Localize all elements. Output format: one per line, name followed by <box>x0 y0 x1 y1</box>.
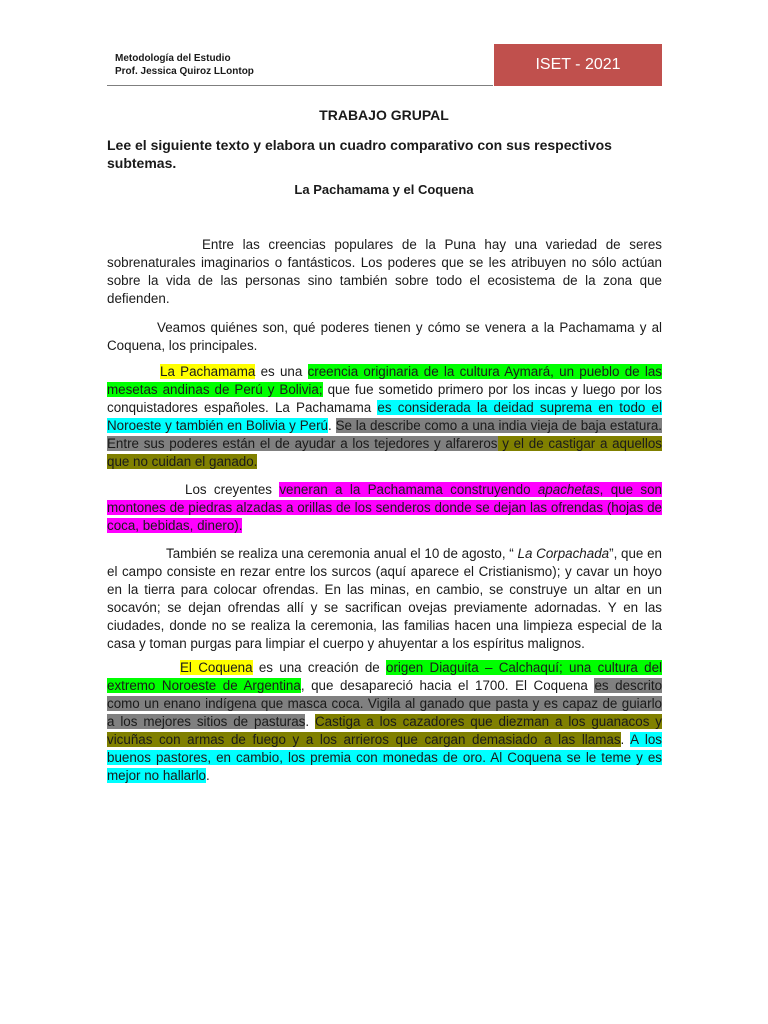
highlight-span: , que son montones de piedras alzadas a orillas de los senderos donde se dejan las ofrendas (hojas de coca, bebidas, dinero). <box>107 482 662 533</box>
highlight-span: origen Diaguita – Calchaquí; una cultura del extremo Noroeste de Argentina <box>107 660 662 693</box>
highlight-span: Se la describe como a una india vieja de baja estatura. Entre sus poderes están el de ayudar a los tejedores y alfareros <box>107 418 662 451</box>
text-span: es una creación de <box>252 660 387 675</box>
text-span: es una <box>255 364 308 379</box>
highlight-span: A los buenos pastores, en cambio, los premia con monedas de oro. Al Coquena se le teme y es mejor no hallarlo <box>107 732 663 783</box>
paragraph-intro: Entre las creencias populares de la Puna hay una variedad de seres sobrenaturales imaginarios o fantásticos. Los poderes que se les atribuyen no sólo actúan sobre la vida de las personas sino también sobre todo el ecosistema de la zona que defienden. <box>107 237 662 306</box>
text-span: Los creyentes <box>185 482 280 497</box>
text-span: . <box>305 714 315 729</box>
highlight-span: y el de castigar a aquellos que no cuidan el ganado. <box>107 436 662 469</box>
text-span: que fue sometido primero por los incas y luego por los conquistadores españoles. La Pachamama <box>107 382 662 415</box>
highlight-span: El Coquena <box>180 660 253 675</box>
paragraph-pachamama <box>107 363 662 471</box>
text-span: . <box>328 418 336 433</box>
paragraph-ceremony <box>107 545 662 653</box>
text-span: . <box>206 768 210 783</box>
highlight-span: veneran a la Pachamama construyendo <box>279 482 538 497</box>
paragraph-coquena <box>107 659 662 785</box>
highlight-span: Castiga a los cazadores que diezman a los guanacos y vicuñas con armas de fuego y a los arrieros que cargan demasiado a las llamas <box>107 714 662 747</box>
text-span: . <box>620 732 631 747</box>
highlight-span: es descrito como un enano indígena que masca coca. Vigila al ganado que pasta y es capaz de guiarlo a los mejores sitios de pasturas <box>107 678 663 729</box>
text-title: La Pachamama y el Coquena <box>294 182 474 197</box>
highlight-span: es considerada la deidad suprema en todo el Noroeste y también en Bolivia y Perú <box>107 400 662 433</box>
highlight-span: La Pachamama <box>160 364 256 379</box>
instruction-text: Lee el siguiente texto y elabora un cuadro comparativo con sus respectivos subtemas. <box>107 137 612 171</box>
text-span: También se realiza una ceremonia anual el 10 de agosto, “ <box>166 546 518 561</box>
text-span: ”, que en el campo consiste en rezar entre los surcos (aquí aparece el Cristianismo); y cavar un hoyo en la tierra para colocar ofrendas. En las minas, en cambio, se construye un altar en un socavón; se dejan ofrendas allí y se sacrifican ovejas previamente adornadas. Y en las ciudades, donde no se realiza la ceremonia, las familias hacen una limpieza especial de la casa y toman purgas para limpiar el cuerpo y ahuyentar a los espíritus malignos. <box>107 546 662 651</box>
header-divider <box>107 85 493 86</box>
document-header <box>115 52 254 78</box>
highlight-span: creencia originaria de la cultura Aymará, un pueblo de las mesetas andinas de Perú y Bolivia; <box>107 364 662 397</box>
institution-badge: ISET - 2021 <box>494 44 662 86</box>
paragraph-worship <box>107 481 662 535</box>
text-span: , que desapareció hacia el 1700. El Coquena <box>300 678 595 693</box>
course-name: Metodología del Estudio <box>115 53 231 64</box>
italic-span: La Corpachada <box>517 546 610 561</box>
highlight-span: apachetas <box>537 482 600 497</box>
teacher-name: Prof. Jessica Quiroz LLontop <box>115 66 254 77</box>
paragraph-overview: Veamos quiénes son, qué poderes tienen y cómo se venera a la Pachamama y al Coquena, los principales. <box>107 320 662 353</box>
page-title: TRABAJO GRUPAL <box>319 107 449 123</box>
